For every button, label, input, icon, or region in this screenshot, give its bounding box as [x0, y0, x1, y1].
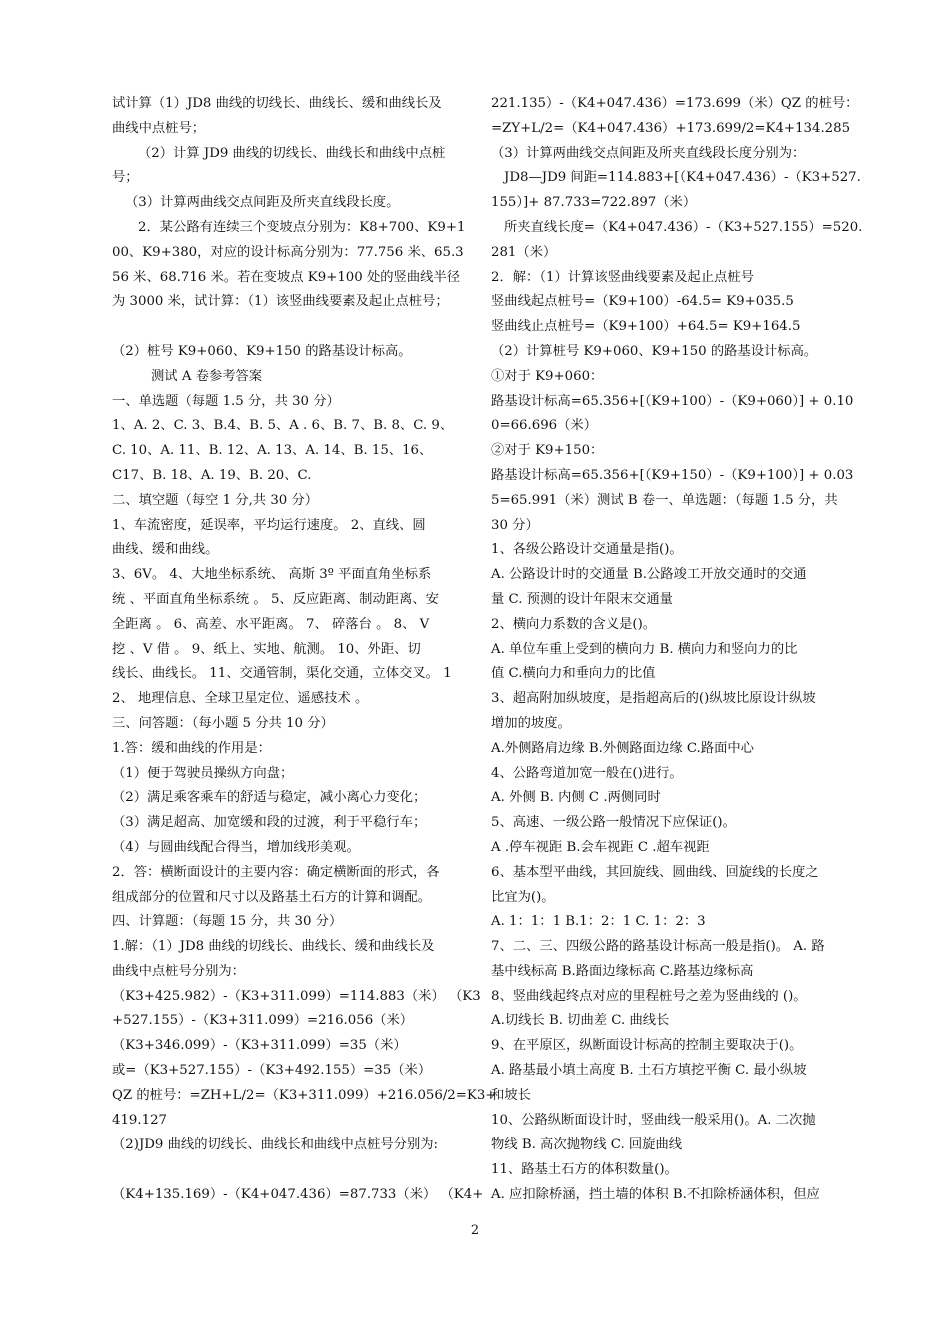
page-number: 2 [470, 1223, 480, 1238]
text-line: 221.135）-（K4+047.436）=173.699（米）QZ 的桩号： [491, 96, 859, 111]
text-line: 9、在平原区，纵断面设计标高的控制主要取决于()。 [491, 1038, 803, 1054]
text-line: 号； [112, 170, 139, 186]
text-line: A.切线长 B. 切曲差 C. 曲线长 [491, 1013, 670, 1029]
text-line: 4、公路弯道加宽一般在()进行。 [491, 765, 683, 781]
text-line: A .停车视距 B.会车视距 C .超车视距 [491, 839, 710, 855]
text-line: 线长、曲线长。 11、交通管制，渠化交通，立体交叉。 1 [112, 666, 452, 682]
text-line: （K3+346.099）-（K3+311.099）=35（米） [112, 1038, 407, 1054]
text-line: 2．答：横断面设计的主要内容：确定横断面的形式，各 [112, 864, 440, 880]
text-line: （3）计算两曲线交点间距及所夹直线段长度。 [125, 195, 400, 211]
text-line: 30 分） [491, 517, 539, 533]
text-line: 路基设计标高=65.356+[（K9+150）-（K9+100）] + 0.03 [491, 467, 854, 483]
text-line: 为 3000 米，试计算：（1）该竖曲线要素及起止点桩号； [112, 294, 449, 310]
text-line: 8、竖曲线起终点对应的里程桩号之差为竖曲线的 ()。 [491, 988, 807, 1004]
text-line: 155）]+ 87.733=722.897（米） [491, 195, 697, 211]
text-line: 1、车流密度，延误率，平均运行速度。 2、直线、圆 [112, 517, 426, 533]
text-line: 10、公路纵断面设计时，竖曲线一般采用()。A. 二次抛 [491, 1112, 816, 1128]
text-line: 增加的坡度。 [491, 715, 571, 731]
text-line: 56 米、68.716 米。若在变坡点 K9+100 处的竖曲线半径 [112, 269, 461, 285]
text-line: 三、问答题：（每小题 5 分共 10 分） [112, 715, 334, 731]
text-line: 曲线、缓和曲线。 [112, 542, 219, 558]
text-line: 2、横向力系数的含义是()。 [491, 616, 657, 632]
text-line: 比宜为()。 [491, 889, 555, 905]
text-line: 试计算（1）JD8 曲线的切线长、曲线长、缓和曲线长及 [112, 96, 442, 111]
text-line: （2）桩号 K9+060、K9+150 的路基设计标高。 [112, 343, 412, 359]
text-line: 1.解：（1）JD8 曲线的切线长、曲线长、缓和曲线长及 [112, 939, 435, 955]
text-line: A. 应扣除桥涵，挡土墙的体积 B.不扣除桥涵体积，但应 [491, 1187, 820, 1203]
text-line: 0=66.696（米） [491, 418, 598, 434]
text-line [112, 1158, 466, 1183]
text-line [112, 315, 466, 340]
text-line: 一、单选题（每题 1.5 分，共 30 分） [112, 393, 340, 409]
text-line: 值 C.横向力和垂向力的比值 [491, 666, 656, 682]
text-line: ②对于 K9+150： [491, 443, 604, 459]
text-line: 6、基本型平曲线，其回旋线、圆曲线、回旋线的长度之 [491, 864, 819, 880]
text-line: 物线 B. 高次抛物线 C. 回旋曲线 [491, 1137, 683, 1153]
text-line: （2）满足乘客乘车的舒适与稳定，减小离心力变化； [112, 790, 427, 806]
text-line: C17、B. 18、A. 19、B. 20、C. [112, 467, 312, 483]
text-line: =ZY+L/2=（K4+047.436）+173.699/2=K4+134.285 [491, 120, 851, 136]
text-line: 所夹直线长度=（K4+047.436）-（K3+527.155）=520. [504, 219, 863, 235]
text-line: 5、高速、一级公路一般情况下应保证()。 [491, 815, 736, 831]
text-line: 5=65.991（米）测试 B 卷一、单选题：（每题 1.5 分，共 [491, 492, 838, 508]
text-line: ①对于 K9+060： [491, 368, 604, 384]
text-line: A.外侧路肩边缘 B.外侧路面边缘 C.路面中心 [491, 740, 754, 756]
text-line: 00、K9+380，对应的设计标高分别为：77.756 米、65.3 [112, 244, 464, 260]
text-line: A. 路基最小填土高度 B. 土石方填挖平衡 C. 最小纵坡 [491, 1063, 807, 1079]
text-line: 量 C. 预测的设计年限末交通量 [491, 591, 673, 607]
text-line: 竖曲线止点桩号=（K9+100）+64.5= K9+164.5 [491, 319, 801, 335]
text-line: 1、各级公路设计交通量是指()。 [491, 542, 683, 558]
text-line: JD8—JD9 间距=114.883+[（K4+047.436）-（K3+527. [504, 170, 861, 186]
text-line: 419.127 [112, 1112, 167, 1128]
text-line: 基中线标高 B.路面边缘标高 C.路基边缘标高 [491, 963, 754, 979]
text-line: 曲线中点桩号分别为： [112, 963, 245, 979]
text-line: 和坡长 [491, 1087, 531, 1103]
text-line: 2．解：（1）计算该竖曲线要素及起止点桩号 [491, 269, 754, 285]
text-line: （K4+135.169）-（K4+047.436）=87.733（米） （K4+ [112, 1187, 484, 1203]
text-line: 组成部分的位置和尺寸以及路基土石方的计算和调配。 [112, 889, 432, 905]
text-line: A. 外侧 B. 内侧 C .两侧同时 [491, 790, 661, 806]
right-column [491, 92, 863, 1208]
text-line: （2)JD9 曲线的切线长、曲线长和曲线中点桩号分别为: [112, 1137, 439, 1153]
text-line: （2）计算桩号 K9+060、K9+150 的路基设计标高。 [491, 343, 818, 359]
text-line: 3、超高附加纵坡度，是指超高后的()纵坡比原设计纵坡 [491, 691, 816, 707]
text-line: 1.答：缓和曲线的作用是： [112, 740, 271, 756]
text-line: 曲线中点桩号； [112, 120, 206, 136]
text-line: 四、计算题：（每题 15 分，共 30 分） [112, 914, 343, 930]
left-column [112, 92, 497, 1208]
text-line: 挖 、V 借 。 9、纸上、实地、航测。 10、外距、切 [112, 641, 421, 657]
text-line: 统 、平面直角坐标系统 。 5、反应距离、制动距离、安 [112, 591, 439, 607]
text-line: （3）计算两曲线交点间距及所夹直线段长度分别为： [491, 145, 806, 161]
text-line: 全距离 。 6、高差、水平距离。 7、 碎落台 。 8、 V [112, 616, 430, 632]
text-line: C. 10、A. 11、B. 12、A. 13、A. 14、B. 15、16、 [112, 443, 433, 459]
text-line: 3、6V。 4、大地坐标系统、 高斯 3º 平面直角坐标系 [112, 567, 432, 583]
text-line: （1）便于驾驶员操纵方向盘； [112, 765, 294, 781]
text-line: +527.155）-（K3+311.099）=216.056（米） [112, 1013, 414, 1029]
text-line: 或=（K3+527.155）-（K3+492.155）=35（米） [112, 1063, 432, 1079]
text-line: （K3+425.982）-（K3+311.099）=114.883（米） （K3 [112, 988, 481, 1004]
text-line: 路基设计标高=65.356+[（K9+100）-（K9+060）] + 0.10 [491, 393, 854, 409]
text-line: A. 单位车重上受到的横向力 B. 横向力和竖向力的比 [491, 641, 798, 657]
text-line: QZ 的桩号：=ZH+L/2=（K3+311.099）+216.056/2=K3+ [112, 1087, 497, 1103]
text-line: 竖曲线起点桩号=（K9+100）-64.5= K9+035.5 [491, 294, 794, 310]
text-line: A. 公路设计时的交通量 B.公路竣工开放交通时的交通 [491, 567, 807, 583]
text-line: A. 1：1：1 B.1：2：1 C. 1：2：3 [491, 914, 706, 930]
text-line: 7、二、三、四级公路的路基设计标高一般是指()。 A. 路 [491, 939, 825, 955]
text-line: 11、路基土石方的体积数量()。 [491, 1162, 678, 1178]
text-line: （4）与圆曲线配合得当，增加线形美观。 [112, 839, 360, 855]
text-line: 1、A. 2、C. 3、B.4、B. 5、A . 6、B. 7、B. 8、C. 9、 [112, 418, 454, 434]
text-line: 281（米） [491, 244, 557, 260]
text-line: （3）满足超高、加宽缓和段的过渡，利于平稳行车； [112, 815, 427, 831]
text-line: （2）计算 JD9 曲线的切线长、曲线长和曲线中点桩 [138, 145, 446, 161]
text-line: 2．某公路有连续三个变坡点分别为：K8+700、K9+1 [138, 219, 466, 235]
text-line: 二、填空题（每空 1 分,共 30 分） [112, 492, 319, 508]
text-line: 2、 地理信息、全球卫星定位、遥感技术 。 [112, 691, 369, 707]
text-line: 测试 A 卷参考答案 [151, 368, 263, 384]
